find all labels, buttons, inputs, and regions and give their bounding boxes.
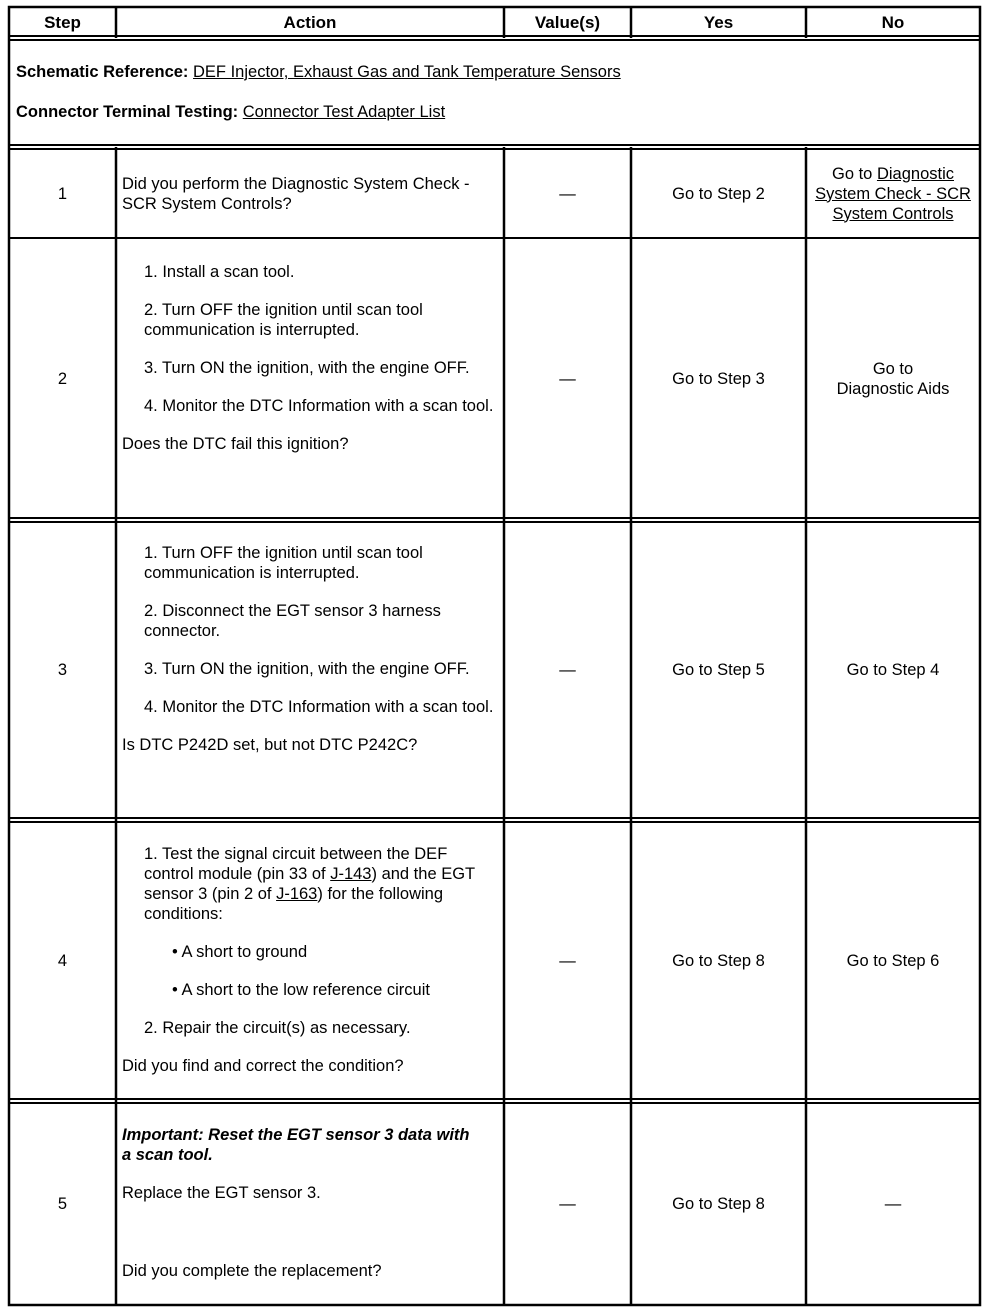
row5-step: 5 (57, 1195, 68, 1213)
diagnostic-system-check-link[interactable]: Diagnostic System Check - SCR System Controls (815, 164, 971, 223)
row5-yes: Go to Step 8 (672, 1195, 765, 1213)
row4-yes: Go to Step 8 (672, 951, 765, 970)
header-step: Step (44, 12, 81, 32)
row4-step: 4 (57, 951, 68, 970)
row2-item-2: 2. Turn OFF the ignition until scan tool communication is interrupted. (144, 301, 423, 339)
j-143-link[interactable]: J-143 (330, 865, 372, 883)
row3-action (122, 543, 498, 755)
row2-no-line2: Diagnostic Aids (836, 380, 950, 398)
row2-item-3: 3. Turn ON the ignition, with the engine OFF. (144, 359, 470, 377)
connector-testing-reference (16, 102, 966, 122)
row1-yes: Go to Step 2 (672, 184, 765, 203)
row2-no-line1: Go to (872, 360, 914, 378)
row3-step: 3 (57, 661, 68, 679)
row5-question: Did you complete the replacement? (122, 1262, 382, 1280)
row3-item-1: 1. Turn OFF the ignition until scan tool communication is interrupted. (144, 544, 423, 582)
row3-value: — (559, 661, 576, 679)
row1-value: — (559, 184, 576, 203)
row3-question: Is DTC P242D set, but not DTC P242C? (122, 736, 418, 754)
row1-action-text: Did you perform the Diagnostic System Check - SCR System Controls? (122, 174, 470, 213)
row1-no-prefix: Go to (832, 164, 873, 183)
row2-yes: Go to Step 3 (672, 370, 765, 388)
row2-item-1: 1. Install a scan tool. (144, 263, 295, 281)
row2-question: Does the DTC fail this ignition? (122, 435, 349, 453)
row2-step: 2 (57, 370, 68, 388)
row3-item-3: 3. Turn ON the ignition, with the engine OFF. (144, 660, 470, 678)
row5-action (122, 1125, 498, 1281)
row1-no (812, 149, 974, 238)
row2-item-4: 4. Monitor the DTC Information with a scan tool. (144, 397, 494, 415)
row4-question: Did you find and correct the condition? (122, 1057, 404, 1075)
row4-action (122, 844, 498, 1076)
header-values: Value(s) (534, 12, 601, 32)
header-no: No (881, 12, 905, 32)
schematic-reference-link[interactable]: DEF Injector, Exhaust Gas and Tank Temperature Sensors (193, 63, 621, 81)
connector-testing-label: Connector Terminal Testing: (16, 103, 239, 121)
row3-no: Go to Step 4 (846, 661, 940, 679)
header-yes: Yes (703, 12, 734, 32)
row3-item-4: 4. Monitor the DTC Information with a scan tool. (144, 698, 494, 716)
row1-action (122, 149, 498, 238)
schematic-reference-label: Schematic Reference: (16, 63, 189, 81)
row3-yes: Go to Step 5 (672, 661, 765, 679)
connector-test-adapter-link[interactable]: Connector Test Adapter List (242, 103, 446, 121)
row4-bullet-2: • A short to the low reference circuit (172, 981, 430, 999)
row5-no: — (884, 1195, 902, 1213)
header-action: Action (283, 12, 337, 32)
row4-item-2: 2. Repair the circuit(s) as necessary. (144, 1019, 411, 1037)
row4-no: Go to Step 6 (846, 951, 940, 970)
j-163-link[interactable]: J-163 (276, 885, 318, 903)
row5-important-note: Important: Reset the EGT sensor 3 data with a scan tool. (122, 1126, 470, 1164)
row3-item-2: 2. Disconnect the EGT sensor 3 harness connector. (144, 602, 441, 640)
row2-action (122, 262, 498, 454)
schematic-reference (16, 62, 966, 82)
row4-item-1: 1. Test the signal circuit between the DEF control module (pin 33 of J-143) and the EGT sensor 3 (pin 2 of J-163) for the following conditions: (144, 845, 475, 923)
row5-value: — (559, 1195, 576, 1213)
row4-value: — (559, 951, 576, 970)
row1-step: 1 (57, 184, 68, 203)
row2-no (806, 240, 980, 518)
row4-bullet-1: • A short to ground (172, 943, 308, 961)
row5-instruction: Replace the EGT sensor 3. (122, 1184, 321, 1202)
row2-value: — (559, 370, 576, 388)
